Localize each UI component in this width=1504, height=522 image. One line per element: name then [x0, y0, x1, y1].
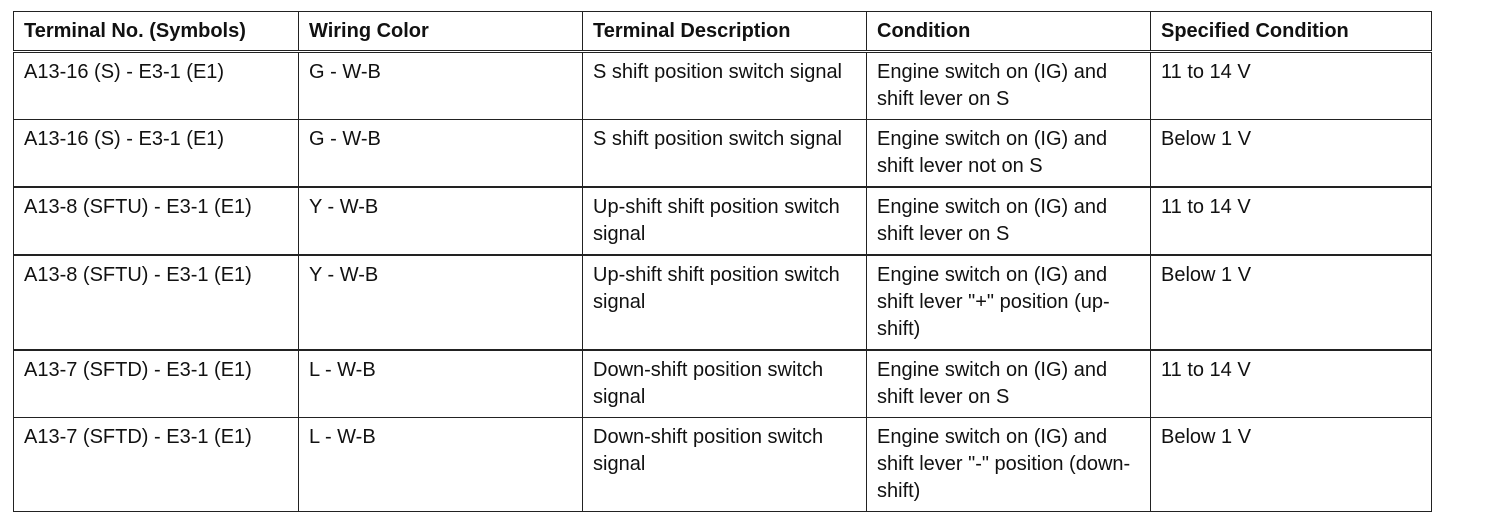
cell-condition: Engine switch on (IG) and shift lever not on S — [867, 120, 1151, 188]
header-terminal-description: Terminal Description — [583, 12, 867, 52]
header-wiring-color: Wiring Color — [299, 12, 583, 52]
header-terminal-no: Terminal No. (Symbols) — [14, 12, 299, 52]
table-header-row — [14, 12, 1432, 52]
table-row — [14, 255, 1432, 350]
cell-wiring-color: Y - W-B — [299, 255, 583, 350]
cell-specified: 11 to 14 V — [1151, 52, 1432, 120]
cell-terminal: A13-16 (S) - E3-1 (E1) — [14, 52, 299, 120]
terminal-spec-table-container — [13, 11, 1431, 512]
terminal-spec-table — [13, 11, 1432, 512]
cell-description: S shift position switch signal — [583, 120, 867, 188]
cell-condition: Engine switch on (IG) and shift lever on S — [867, 350, 1151, 418]
cell-wiring-color: G - W-B — [299, 52, 583, 120]
cell-wiring-color: L - W-B — [299, 418, 583, 512]
cell-description: S shift position switch signal — [583, 52, 867, 120]
table-row — [14, 350, 1432, 418]
cell-condition: Engine switch on (IG) and shift lever on S — [867, 52, 1151, 120]
cell-terminal: A13-8 (SFTU) - E3-1 (E1) — [14, 187, 299, 255]
table-row — [14, 120, 1432, 188]
cell-condition: Engine switch on (IG) and shift lever "+" position (up-shift) — [867, 255, 1151, 350]
cell-condition: Engine switch on (IG) and shift lever "-" position (down-shift) — [867, 418, 1151, 512]
cell-description: Up-shift shift position switch signal — [583, 255, 867, 350]
cell-terminal: A13-7 (SFTD) - E3-1 (E1) — [14, 418, 299, 512]
cell-specified: 11 to 14 V — [1151, 350, 1432, 418]
header-specified-condition: Specified Condition — [1151, 12, 1432, 52]
cell-terminal: A13-8 (SFTU) - E3-1 (E1) — [14, 255, 299, 350]
header-condition: Condition — [867, 12, 1151, 52]
cell-description: Up-shift shift position switch signal — [583, 187, 867, 255]
cell-specified: Below 1 V — [1151, 255, 1432, 350]
cell-condition: Engine switch on (IG) and shift lever on S — [867, 187, 1151, 255]
cell-wiring-color: L - W-B — [299, 350, 583, 418]
cell-terminal: A13-16 (S) - E3-1 (E1) — [14, 120, 299, 188]
cell-terminal: A13-7 (SFTD) - E3-1 (E1) — [14, 350, 299, 418]
cell-specified: Below 1 V — [1151, 418, 1432, 512]
table-row — [14, 418, 1432, 512]
table-row — [14, 52, 1432, 120]
cell-description: Down-shift position switch signal — [583, 418, 867, 512]
cell-specified: Below 1 V — [1151, 120, 1432, 188]
cell-description: Down-shift position switch signal — [583, 350, 867, 418]
cell-wiring-color: Y - W-B — [299, 187, 583, 255]
cell-specified: 11 to 14 V — [1151, 187, 1432, 255]
cell-wiring-color: G - W-B — [299, 120, 583, 188]
table-row — [14, 187, 1432, 255]
